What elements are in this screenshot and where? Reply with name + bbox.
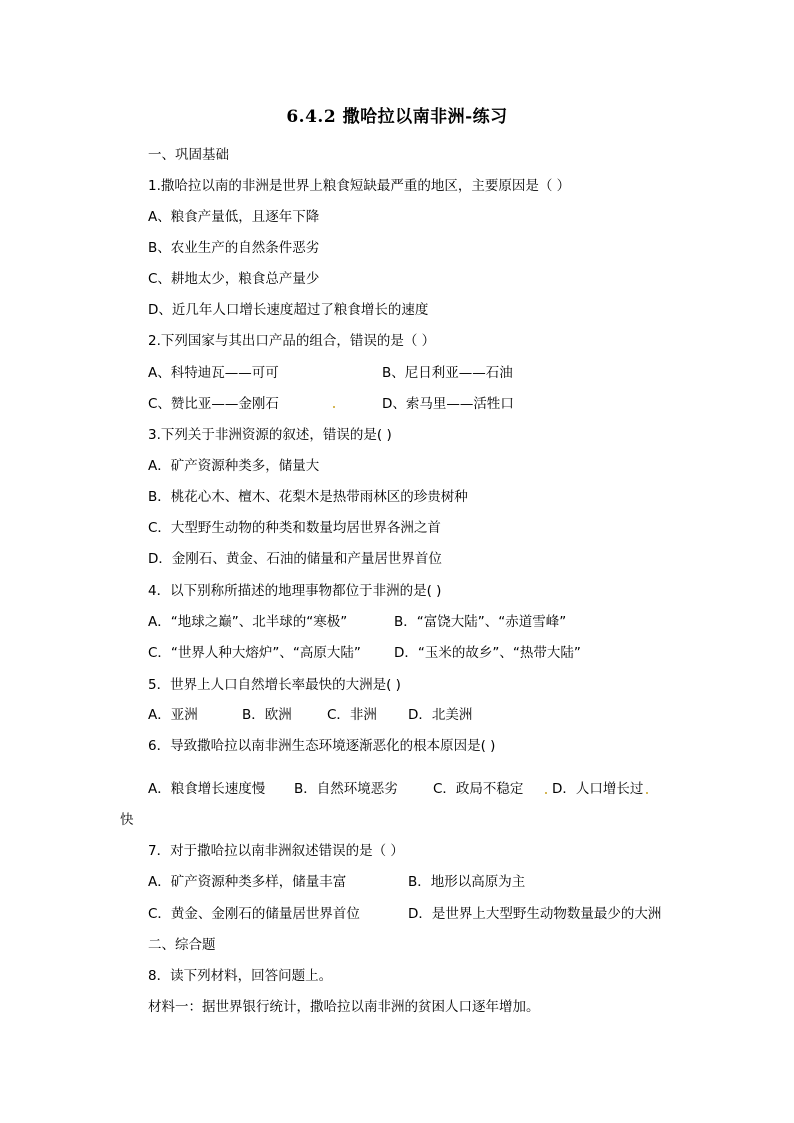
question-4-stem: 4．以下别称所描述的地理事物都位于非洲的是( ) <box>148 583 442 599</box>
question-6-option-c: C．政局不稳定 <box>433 781 524 797</box>
question-7-option-b: B．地形以高原为主 <box>408 874 526 890</box>
question-2-stem: 2.下列国家与其出口产品的组合，错误的是（ ） <box>148 333 436 349</box>
question-4-option-d: D．“玉米的故乡”、“热带大陆” <box>394 645 581 661</box>
question-7-option-a: A．矿产资源种类多样，储量丰富 <box>148 874 347 890</box>
question-3-option-b: B．桃花心木、檀木、花梨木是热带雨林区的珍贵树种 <box>148 489 468 505</box>
question-4-option-c: C．“世界人种大熔炉”、“高原大陆” <box>148 645 361 661</box>
question-2-option-b: B、尼日利亚——石油 <box>382 365 513 381</box>
question-1-stem: 1.撒哈拉以南的非洲是世界上粮食短缺最严重的地区，主要原因是（ ） <box>148 178 571 194</box>
question-1-option-c: C、耕地太少，粮食总产量少 <box>148 271 320 287</box>
question-5-option-a: A．亚洲 <box>148 707 198 723</box>
question-7-option-d: D．是世界上大型野生动物数量最少的大洲 <box>408 906 662 922</box>
question-5-option-d: D．北美洲 <box>408 707 473 723</box>
question-1-option-a: A、粮食产量低，且逐年下降 <box>148 209 320 225</box>
question-6-option-d: D．人口增长过 <box>552 781 644 797</box>
question-7-option-c: C．黄金、金刚石的储量居世界首位 <box>148 906 360 922</box>
question-2-option-d: D、索马里——活牲口 <box>382 396 514 412</box>
page-title: 6.4.2 撒哈拉以南非洲-练习 <box>286 107 508 127</box>
question-8-stem: 8．读下列材料，回答问题上。 <box>148 968 333 984</box>
question-3-option-c: C．大型野生动物的种类和数量均居世界各洲之首 <box>148 520 441 536</box>
question-2-option-a: A、科特迪瓦——可可 <box>148 365 279 381</box>
stray-mark <box>646 792 648 794</box>
question-3-option-a: A．矿产资源种类多，储量大 <box>148 458 320 474</box>
question-8-material-1: 材料一：据世界银行统计，撒哈拉以南非洲的贫困人口逐年增加。 <box>148 999 540 1015</box>
question-1-option-d: D、近几年人口增长速度超过了粮食增长的速度 <box>148 302 429 318</box>
question-3-option-d: D．金刚石、黄金、石油的储量和产量居世界首位 <box>148 551 442 567</box>
question-2-option-c: C、赞比亚——金刚石 <box>148 396 279 412</box>
question-7-stem: 7．对于撒哈拉以南非洲叙述错误的是（ ） <box>148 843 404 859</box>
question-6-stem: 6．导致撒哈拉以南非洲生态环境逐渐恶化的根本原因是( ) <box>148 738 496 754</box>
question-4-option-b: B．“富饶大陆”、“赤道雪峰” <box>394 614 567 630</box>
question-4-option-a: A．“地球之巅”、北半球的“寒极” <box>148 614 348 630</box>
question-5-option-b: B．欧洲 <box>242 707 292 723</box>
question-5-option-c: C．非洲 <box>327 707 377 723</box>
question-5-stem: 5．世界上人口自然增长率最快的大洲是( ) <box>148 677 401 693</box>
question-6-option-b: B．自然环境恶劣 <box>294 781 398 797</box>
question-1-option-b: B、农业生产的自然条件恶劣 <box>148 240 320 256</box>
stray-mark <box>333 406 335 408</box>
question-6-option-a: A．粮食增长速度慢 <box>148 781 266 797</box>
question-6-option-d-wrap: 快 <box>120 812 134 828</box>
question-3-stem: 3.下列关于非洲资源的叙述，错误的是( ) <box>148 427 392 443</box>
section-heading-basics: 一、巩固基础 <box>148 147 229 163</box>
section-heading-synthesis: 二、综合题 <box>148 937 216 953</box>
stray-mark <box>545 792 547 794</box>
